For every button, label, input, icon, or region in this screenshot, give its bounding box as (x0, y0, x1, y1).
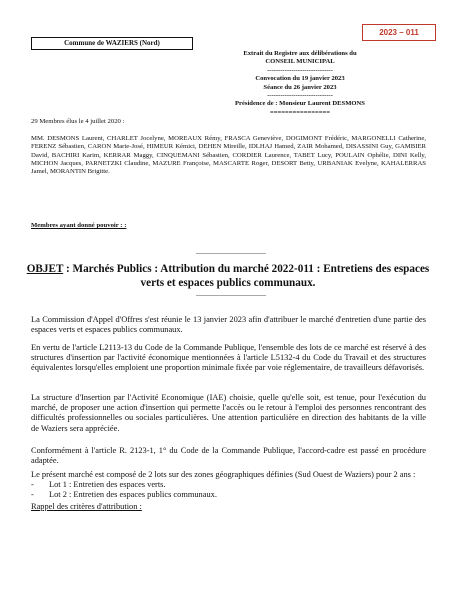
header-separator: ================ (269, 108, 331, 116)
objet-label: OBJET (26, 263, 64, 275)
objet-rule-bottom: ----------------------------------- (196, 293, 266, 299)
paragraph-procedure: Conformément à l'article R. 2123-1, 1° du Code de la Commande Publique, l'accord-cadre est passé en procédure adaptée. (31, 446, 426, 466)
paragraph-legal-basis: En vertu de l'article L2113-13 du Code de la Commande Publique, l'ensemble des lots de ce marché est réservé à des structures d'insertion par l'activité économique mentionnées à l'article L5132-4 du Code du Travail et des structures équivalentes lorsqu'elles emploient une proportion minimale fixée par voie réglementaire, de travailleurs défavorisés. (31, 343, 426, 373)
list-item: - Lot 1 : Entretien des espaces verts. (49, 480, 426, 490)
lots-list (31, 480, 426, 500)
members-intro: 29 Membres élus le 4 juillet 2020 : (31, 118, 125, 125)
deliberation-number-stamp: 2023 – 011 (362, 24, 436, 41)
register-header (205, 50, 395, 117)
header-separator: ------------------------------ (267, 66, 333, 74)
lots-intro: Le présent marché est composé de 2 lots sur des zones géographiques définies (Sud Ouest de Waziers) pour 2 ans : (31, 470, 416, 479)
register-title: Extrait du Registre aux délibérations du (243, 50, 357, 57)
paragraph-commission: La Commission d'Appel d'Offres s'est réunie le 13 janvier 2023 afin d'attribuer le marché d'entretien d'une partie des espaces verts et espaces publics communaux. (31, 315, 426, 335)
members-list: MM. DESMONS Laurent, CHARLET Jocelyne, MOREAUX Rémy, FRASCA Geneviève, DOGIMONT Frédéric, MARGONELLI Catherine, FERENZ Sébastien, CARON Marie-José, HIMEUR Kémici, DEHEN Mireille, IDLHAJ Hamed, ZAIR Mohamed, DISASSINI Guy, GAMBIER David, BACHIRI Karim, KERRAR Maggy, CINQUEMANI Sébastien, CORDIER Laurence, TABET Lucy, POULAIN Ophélie, DINI Kelly, MICHON Jacques, PARNETZKI Claudine, MAZURE Françoise, MASCARTE Roger, DESORT Betty, URBANIAK Evelyne, KAHALERRAS Jamel, MORANTIN Brigitte. (31, 135, 426, 176)
commune-box: Commune de WAZIERS (Nord) (31, 37, 193, 50)
objet-title (24, 262, 432, 290)
objet-text: : Marchés Publics : Attribution du marché 2022-011 : Entretiens des espaces verts et espaces publics communaux. (63, 263, 430, 289)
presidency: Présidence de : Monsieur Laurent DESMONS (235, 100, 365, 108)
convocation-date: Convocation du 19 janvier 2023 (255, 75, 345, 83)
paragraph-lots (31, 470, 426, 501)
header-separator: ------------------------------ (267, 92, 333, 100)
proxy-heading: Membres ayant donné pouvoir : : (31, 222, 127, 229)
council-title: CONSEIL MUNICIPAL (265, 58, 335, 66)
criteria-heading: Rappel des critères d'attribution : (31, 502, 142, 511)
objet-rule-top: ----------------------------------- (196, 251, 266, 257)
session-date: Séance du 26 janvier 2023 (263, 83, 337, 91)
paragraph-iae-structure: La structure d'Insertion par l'Activité Economique (IAE) choisie, quelle qu'elle soit, est tenue, pour l'exécution du marché, de proposer une action d'insertion qui permette l'accès ou le retour à l'emploi des personnes rencontrant des difficultés professionnelles ou sociales particulières. Une attention particulière en direction des habitants de la ville de Waziers sera appréciée. (31, 393, 426, 433)
list-item: - Lot 2 : Entretien des espaces publics communaux. (49, 490, 426, 500)
